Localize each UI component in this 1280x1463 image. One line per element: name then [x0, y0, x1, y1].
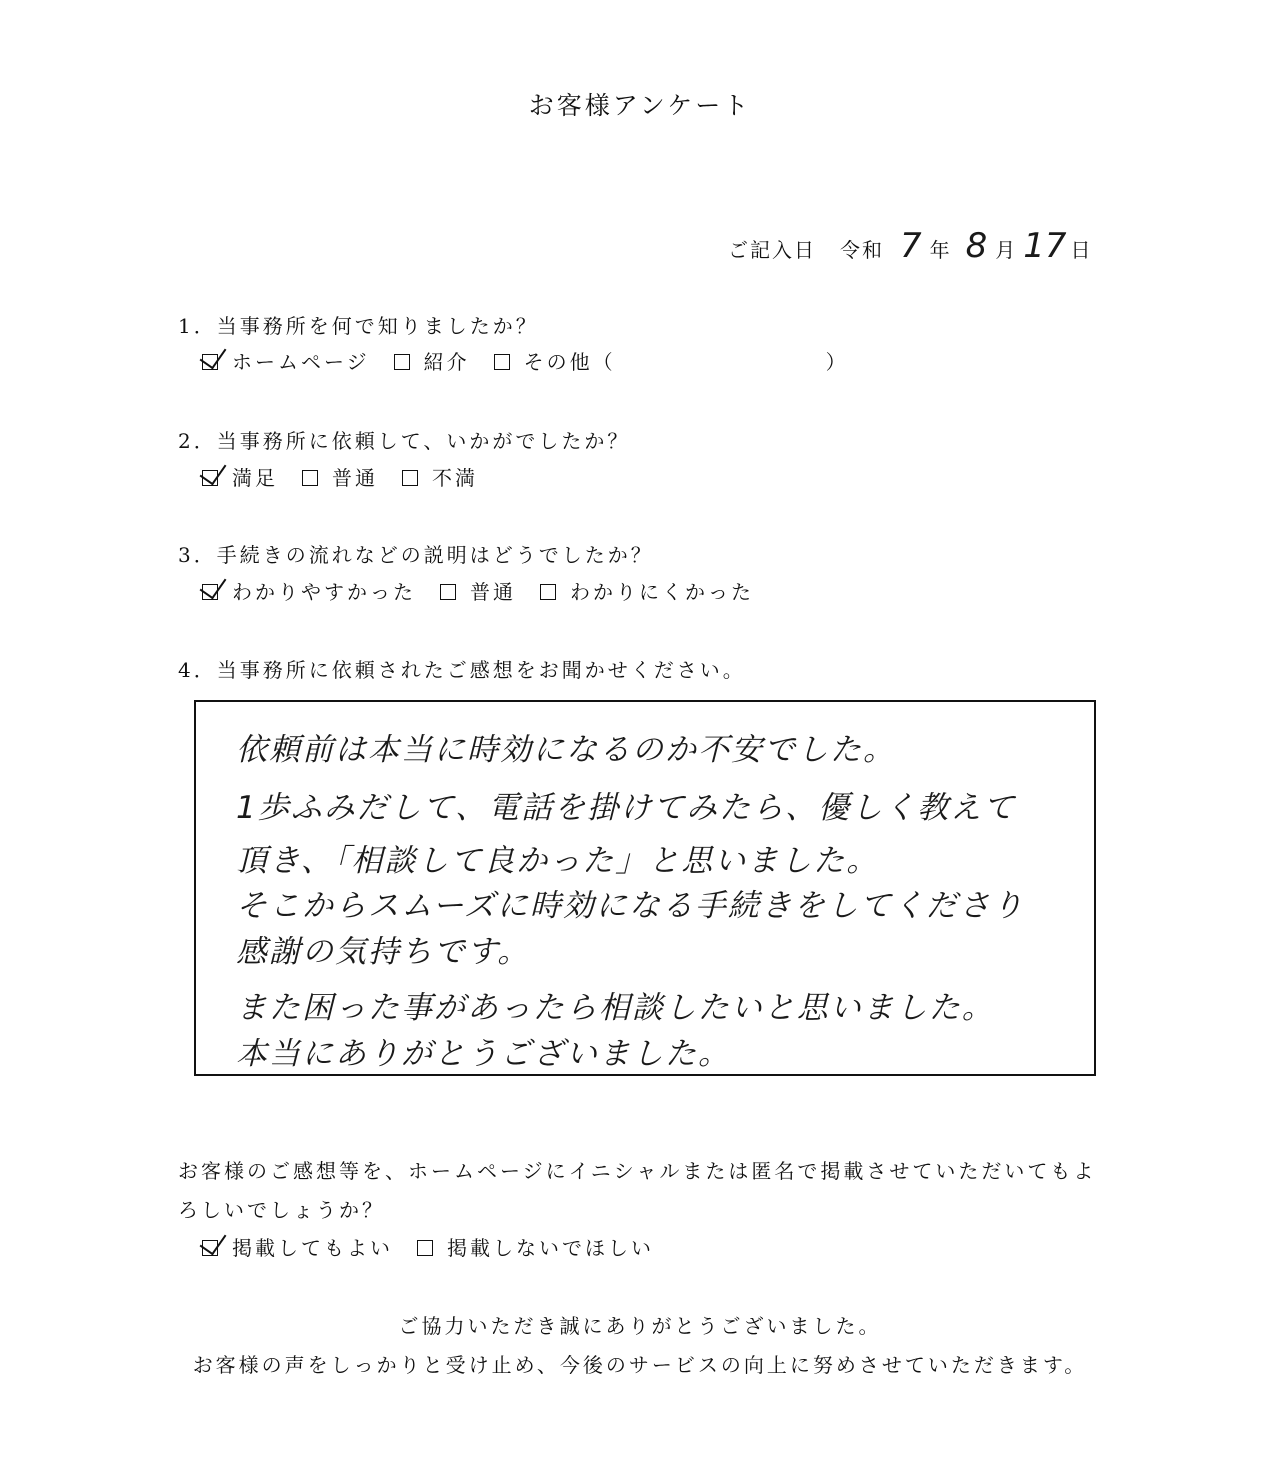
comment-line: 1歩ふみだして、電話を掛けてみたら、優しく教えて: [236, 790, 1017, 826]
option-other[interactable]: その他（: [494, 346, 616, 375]
comment-line: 依頼前は本当に時効になるのか不安でした。: [236, 732, 896, 768]
date-era: 令和: [840, 238, 884, 262]
option-satisfied[interactable]: 満足: [202, 462, 278, 491]
option-publish-no[interactable]: 掲載しないでほしい: [417, 1232, 654, 1261]
question-2-options: [202, 462, 502, 491]
option-publish-ok[interactable]: 掲載してもよい: [202, 1232, 393, 1261]
checkbox-checked-icon[interactable]: [202, 1240, 218, 1256]
question-3-options: [202, 576, 778, 605]
publish-question-line2: ろしいでしょうか？: [178, 1198, 385, 1222]
option-normal[interactable]: 普通: [302, 462, 378, 491]
checkbox-icon[interactable]: [302, 470, 318, 486]
publish-question-line1: お客様のご感想等を、ホームページにイニシャルまたは匿名で掲載させていただいてもよ: [178, 1159, 1097, 1183]
entry-date: [728, 226, 1091, 266]
question-1: 1．当事務所を何で知りましたか？: [178, 314, 539, 338]
comment-line: そこからスムーズに時効になる手続きをしてくださり: [236, 888, 1025, 924]
checkbox-icon[interactable]: [440, 584, 456, 600]
option-hard[interactable]: わかりにくかった: [540, 576, 754, 605]
date-year-value[interactable]: 7: [900, 226, 922, 266]
comment-box[interactable]: [194, 700, 1096, 1076]
form-title: お客様アンケート: [528, 91, 752, 120]
checkbox-icon[interactable]: [417, 1240, 433, 1256]
date-year-unit: 年: [929, 238, 950, 262]
option-easy[interactable]: わかりやすかった: [202, 576, 416, 605]
option-homepage[interactable]: ホームページ: [202, 346, 370, 375]
checkbox-icon[interactable]: [540, 584, 556, 600]
checkbox-checked-icon[interactable]: [202, 584, 218, 600]
publish-options: [202, 1232, 678, 1261]
date-day-unit: 日: [1070, 238, 1091, 262]
option-dissatisfied[interactable]: 不満: [402, 462, 478, 491]
date-month-unit: 月: [995, 238, 1016, 262]
comment-line: 感謝の気持ちです。: [236, 934, 531, 970]
option-referral[interactable]: 紹介: [394, 346, 470, 375]
checkbox-icon[interactable]: [402, 470, 418, 486]
option-normal[interactable]: 普通: [440, 576, 516, 605]
comment-line: 本当にありがとうございました。: [236, 1036, 731, 1072]
footer-thanks: ご協力いただき誠にありがとうございました。: [398, 1314, 882, 1338]
checkbox-checked-icon[interactable]: [202, 354, 218, 370]
other-close-paren: ）: [825, 350, 849, 374]
date-day-value[interactable]: 17: [1023, 226, 1067, 266]
comment-line: 頂き、「相談して良かった」と思いました。: [236, 843, 880, 879]
footer-message: お客様の声をしっかりと受け止め、今後のサービスの向上に努めさせていただきます。: [192, 1353, 1088, 1377]
question-2: 2．当事務所に依頼して、いかがでしたか？: [178, 429, 631, 453]
checkbox-checked-icon[interactable]: [202, 470, 218, 486]
date-label: ご記入日: [728, 238, 816, 262]
question-4: 4．当事務所に依頼されたご感想をお聞かせください。: [178, 658, 746, 682]
date-month-value[interactable]: 8: [965, 226, 988, 266]
comment-line: また困った事があったら相談したいと思いました。: [236, 990, 995, 1026]
question-3: 3．手続きの流れなどの説明はどうでしたか？: [178, 543, 654, 567]
checkbox-icon[interactable]: [494, 354, 510, 370]
question-1-options: [202, 346, 849, 375]
checkbox-icon[interactable]: [394, 354, 410, 370]
